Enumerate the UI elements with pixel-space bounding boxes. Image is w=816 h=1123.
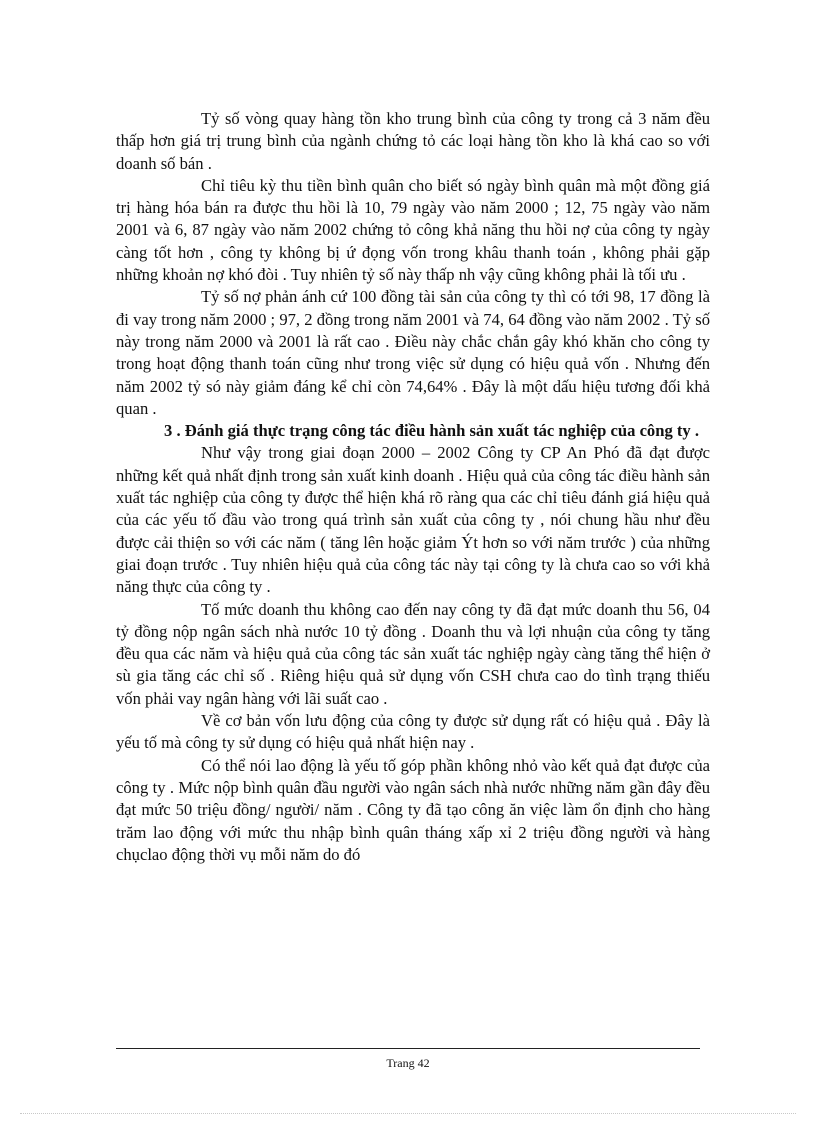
page-number: Trang 42	[386, 1056, 430, 1070]
section-heading: 3 . Đánh giá thực trạng công tác điều hành sản xuất tác nghiệp của công ty .	[164, 421, 700, 441]
page-edge-dotted-line	[20, 1113, 796, 1114]
paragraph-debt-ratio: Tỷ số nợ phản ánh cứ 100 đồng tài sản của công ty thì có tới 98, 17 đồng là đi vay trong năm 2000 ; 97, 2 đồng trong năm 2001 và 74, 64 đồng vào năm 2002 . Tỷ số này trong năm 2000 và 2001 là rất cao . Điều này chắc chắn gây khó khăn cho công ty trong hoạt động thanh toán cũng như trong việc sử dụng có hiệu quả vốn . Nhưng đến năm 2002 tỷ só này giảm đáng kể chỉ còn 74,64% . Đây là một dấu hiệu tương đối khả quan .	[116, 287, 710, 418]
body-text	[116, 108, 710, 866]
paragraph-working-capital: Về cơ bản vốn lưu động của công ty được sử dụng rất có hiệu quả . Đây là yếu tố mà công ty sử dụng có hiệu quả nhất hiện nay .	[116, 711, 710, 753]
paragraph-collection-period: Chỉ tiêu kỳ thu tiền bình quân cho biết só ngày bình quân mà một đồng giá trị hàng hóa bán ra được thu hồi là 10, 79 ngày vào năm 2000 ; 12, 75 ngày vào năm 2001 và 6, 87 ngày vào năm 2002 chứng tỏ công khả năng thu hồi nợ của công ty ngày càng tốt hơn , công ty không bị ứ đọng vốn trong khâu thanh toán , không phải gặp những khoản nợ khó đòi . Tuy nhiên tỷ số này thấp nh vậy cũng không phải là tối ưu .	[116, 175, 710, 285]
footer-divider	[116, 1048, 700, 1049]
paragraph-revenue: Tố mức doanh thu không cao đến nay công ty đã đạt mức doanh thu 56, 04 tỷ đồng nộp ngân sách nhà nước 10 tỷ đồng . Doanh thu và lợi nhuận của công ty tăng đều qua các năm và hiệu quả của công tác sản xuất tác nghiệp ngày càng tăng thể hiện ở sù gia tăng các chỉ số . Riêng hiệu quả sử dụng vốn CSH chưa cao do tình trạng thiếu vốn phải vay ngân hàng với lãi suất cao .	[116, 599, 710, 708]
paragraph-inventory-turnover: Tỷ số vòng quay hàng tồn kho trung bình của công ty trong cả 3 năm đều thấp hơn giá trị trung bình của ngành chứng tỏ các loại hàng tồn kho là khá cao so với doanh số bán .	[116, 109, 710, 173]
paragraph-labor: Có thể nói lao động là yếu tố góp phần không nhỏ vào kết quả đạt được của công ty . Mức nộp bình quân đầu người vào ngân sách nhà nước những năm gần đây đều đạt mức 50 triệu đồng/ người/ năm . Công ty đã tạo công ăn việc làm ổn định cho hàng trăm lao động với mức thu nhập bình quân tháng xấp xỉ 2 triệu đồng người và hàng chụclao động thời vụ mỗi năm do đó	[116, 755, 710, 864]
paragraph-results-overview: Như vậy trong giai đoạn 2000 – 2002 Công ty CP An Phó đã đạt được những kết quả nhất định trong sản xuất kinh doanh . Hiệu quả của công tác điều hành sản xuất tác nghiệp của công ty được thể hiện khá rõ ràng qua các chỉ tiêu đánh giá hiệu quả của các yếu tố đầu vào trong quá trình sản xuất của công ty , nói chung hầu như đều được cải thiện so với các năm ( tăng lên hoặc giảm Ýt hơn so với năm trước ) của những giai đoạn trước . Tuy nhiên hiệu quả của công tác này tại công ty là chưa cao so với khả năng thực của công ty .	[116, 443, 710, 597]
